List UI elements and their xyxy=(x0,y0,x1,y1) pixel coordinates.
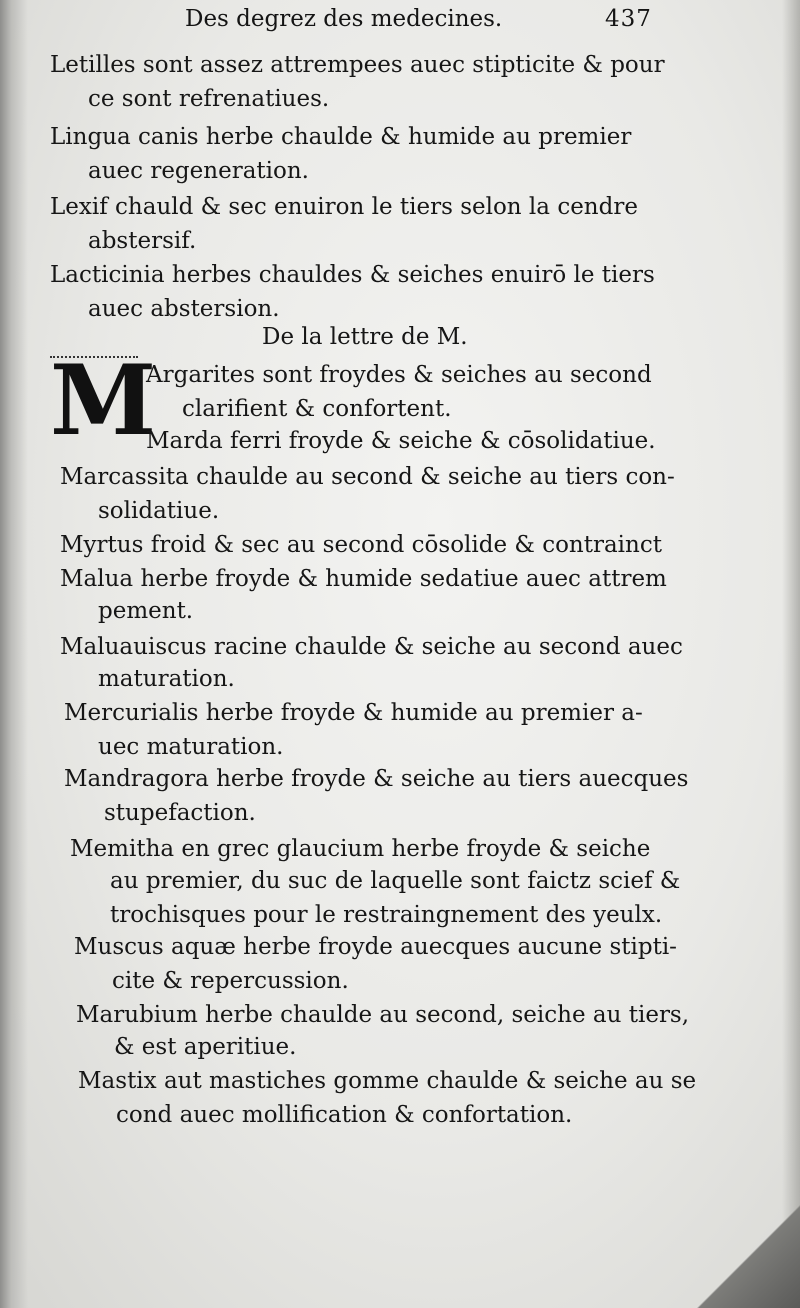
entry-line: Muscus aquæ herbe froyde auecques aucune stipti- xyxy=(74,934,677,960)
entry-line: abstersif. xyxy=(88,228,197,254)
entry-line: Myrtus froid & sec au second cōsolide & contrainct xyxy=(60,532,662,558)
entry-line: Lingua canis herbe chaulde & humide au premier xyxy=(50,124,632,150)
page-edge-shadow xyxy=(782,0,800,1308)
entry-line: pement. xyxy=(98,598,194,624)
section-heading: De la lettre de M. xyxy=(262,324,468,350)
entry-line: Marcassita chaulde au second & seiche au tiers con- xyxy=(60,464,675,490)
entry-line: Lacticinia herbes chauldes & seiches enuirō le tiers xyxy=(50,262,655,288)
entry-line: Mandragora herbe froyde & seiche au tiers auecques xyxy=(64,766,689,792)
entry-line: Maluauiscus racine chaulde & seiche au second auec xyxy=(60,634,683,660)
entry-line: Malua herbe froyde & humide sedatiue auec attrem xyxy=(60,566,667,592)
entry-line: Letilles sont assez attrempees auec stipticite & pour xyxy=(50,52,665,78)
entry-line: ce sont refrenatiues. xyxy=(88,86,330,112)
entry-line: auec abstersion. xyxy=(88,296,280,322)
entry-line: Memitha en grec glaucium herbe froyde & seiche xyxy=(70,836,651,862)
entry-line: stupefaction. xyxy=(104,800,256,826)
entry-line: solidatiue. xyxy=(98,498,220,524)
entry-line: cite & repercussion. xyxy=(112,968,349,994)
folded-corner xyxy=(680,1198,800,1308)
running-head: Des degrez des medecines. xyxy=(185,6,503,32)
drop-capital: M xyxy=(50,344,157,457)
page-header xyxy=(185,6,685,42)
entry-line: au premier, du suc de laquelle sont faictz scief & xyxy=(110,868,681,894)
entry-line: Lexif chauld & sec enuiron le tiers selon la cendre xyxy=(50,194,638,220)
page-gutter-shadow xyxy=(0,0,28,1308)
entry-line: Argarites sont froydes & seiches au second xyxy=(146,362,652,388)
entry-line: & est aperitiue. xyxy=(114,1034,297,1060)
entry-line: auec regeneration. xyxy=(88,158,309,184)
entry-line: Marubium herbe chaulde au second, seiche au tiers, xyxy=(76,1002,690,1028)
entry-line: clarifient & confortent. xyxy=(182,396,452,422)
entry-line: Mastix aut mastiches gomme chaulde & seiche au se xyxy=(78,1068,697,1094)
entry-line: maturation. xyxy=(98,666,235,692)
entry-line: trochisques pour le restraingnement des yeulx. xyxy=(110,902,663,928)
entry-line: uec maturation. xyxy=(98,734,284,760)
entry-line: Mercurialis herbe froyde & humide au premier a- xyxy=(64,700,643,726)
entry-line: cond auec mollification & confortation. xyxy=(116,1102,573,1128)
entry-line: Marda ferri froyde & seiche & cōsolidatiue. xyxy=(146,428,656,454)
page-number: 437 xyxy=(605,6,652,32)
